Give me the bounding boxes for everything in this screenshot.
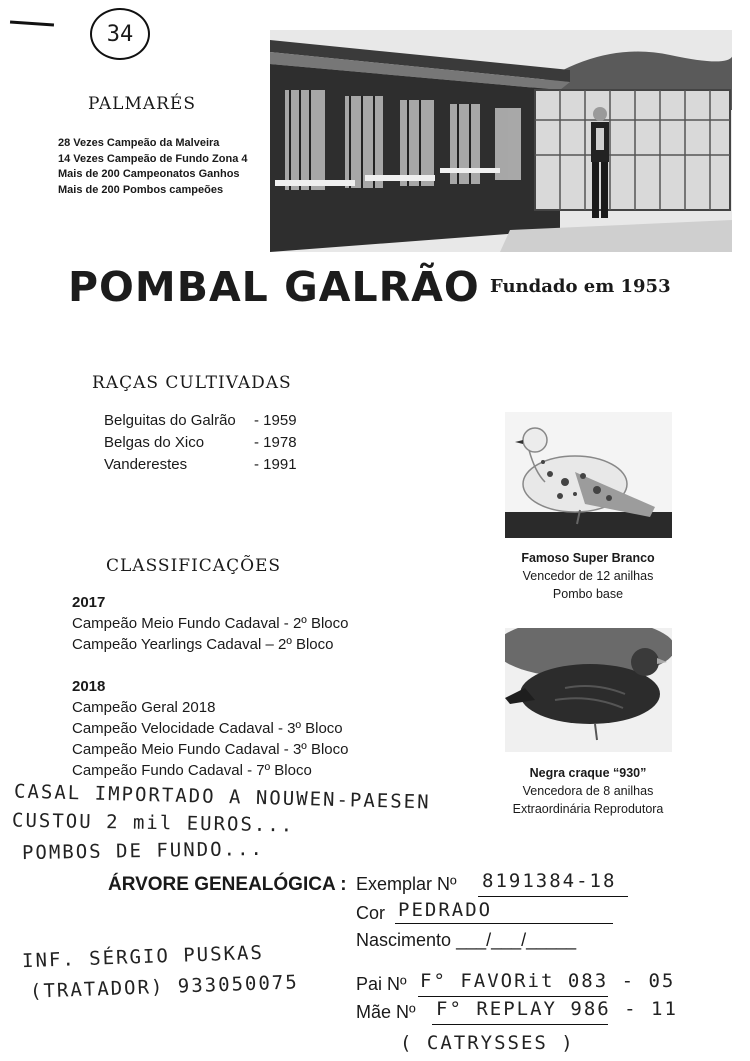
mae-note: ( CATRYSSES ) — [400, 1032, 575, 1054]
pedigree-label: ÁRVORE GENEALÓGICA : — [108, 874, 347, 895]
page-number-circle — [90, 8, 150, 60]
bird-caption — [488, 764, 688, 818]
bird-name: Famoso Super Branco — [521, 551, 655, 565]
pen-dash-mark — [10, 20, 54, 26]
mae-label: Mãe Nº — [356, 1002, 416, 1022]
palmares-item: 14 Vezes Campeão de Fundo Zona 4 — [58, 152, 248, 165]
race-row — [104, 410, 297, 432]
race-row — [104, 454, 297, 476]
pai-line — [418, 996, 608, 997]
bird-detail: Vencedor de 12 anilhas — [522, 569, 654, 583]
exemplar-label: Exemplar Nº — [356, 874, 457, 894]
exemplar-line — [478, 896, 628, 897]
pigeon-dark-photo — [505, 628, 672, 752]
bird-detail: Vencedora de 8 anilhas — [522, 784, 654, 798]
classification-item: Campeão Geral 2018 — [72, 699, 216, 716]
nascimento-blank: ___/___/_____ — [456, 930, 577, 950]
cor-field — [356, 903, 385, 924]
races-title: RAÇAS CULTIVADAS — [92, 373, 292, 393]
race-name: Vanderestes — [104, 456, 188, 473]
bird-name: Negra craque “930” — [529, 766, 647, 780]
spacer — [72, 655, 348, 676]
palmares-title: PALMARÉS — [88, 94, 196, 114]
handwritten-note: POMBOS DE FUNDO... — [21, 837, 265, 865]
classification-item: Campeão Velocidade Cadaval - 3º Bloco — [72, 720, 343, 737]
handwritten-caretaker: (TRATADOR) 933050075 — [29, 971, 300, 1003]
nascimento-label: Nascimento — [356, 930, 452, 950]
race-row — [104, 432, 297, 454]
handwritten-informant: INF. SÉRGIO PUSKAS — [21, 941, 265, 973]
palmares-item: Mais de 200 Campeonatos Ganhos — [58, 168, 240, 180]
classification-year: 2017 — [72, 594, 106, 611]
exemplar-value: 8191384-18 — [482, 870, 617, 892]
classification-item: Campeão Meio Fundo Cadaval - 2º Bloco — [72, 615, 349, 632]
pai-label: Pai Nº — [356, 974, 407, 994]
race-year: - 1978 — [254, 434, 297, 451]
nascimento-field — [356, 930, 576, 951]
cor-value: PEDRADO — [398, 899, 493, 921]
classification-year: 2018 — [72, 678, 106, 695]
races-list — [104, 410, 297, 476]
mae-value: F° REPLAY 986 - 11 — [436, 998, 678, 1020]
handwritten-note: CUSTOU 2 mil EUROS... — [11, 809, 295, 837]
page-title: POMBAL GALRÃO — [68, 263, 480, 311]
bird-detail: Pombo base — [552, 587, 624, 601]
palmares-item: Mais de 200 Pombos campeões — [58, 183, 224, 196]
bird-caption — [488, 549, 688, 603]
mae-field — [356, 1002, 416, 1023]
loft-photo — [270, 30, 732, 252]
pai-field — [356, 974, 407, 995]
palmares-item: 28 Vezes Campeão da Malveira — [58, 137, 220, 149]
pigeon-white-photo — [505, 412, 672, 538]
classification-item: Campeão Yearlings Cadaval – 2º Bloco — [72, 636, 334, 653]
race-year: - 1959 — [254, 412, 297, 429]
palmares-list — [58, 136, 248, 198]
pai-value: F° FAVORit 083 - 05 — [420, 970, 676, 992]
exemplar-field — [356, 874, 457, 895]
founded-year: Fundado em 1953 — [490, 276, 671, 297]
mae-line — [432, 1024, 608, 1025]
race-year: - 1991 — [254, 456, 297, 473]
bird-detail: Extraordinária Reprodutora — [512, 802, 664, 816]
cor-line — [395, 923, 613, 924]
handwritten-note: CASAL IMPORTADO A NOUWEN-PAESEN — [13, 780, 431, 814]
page-number: 34 — [106, 21, 134, 47]
classifications-list — [72, 592, 348, 781]
cor-label: Cor — [356, 903, 386, 923]
race-name: Belgas do Xico — [104, 434, 205, 451]
classifications-title: CLASSIFICAÇÕES — [106, 556, 282, 576]
classification-item: Campeão Fundo Cadaval - 7º Bloco — [72, 762, 312, 779]
classification-item: Campeão Meio Fundo Cadaval - 3º Bloco — [72, 741, 349, 758]
race-name: Belguitas do Galrão — [104, 412, 236, 429]
